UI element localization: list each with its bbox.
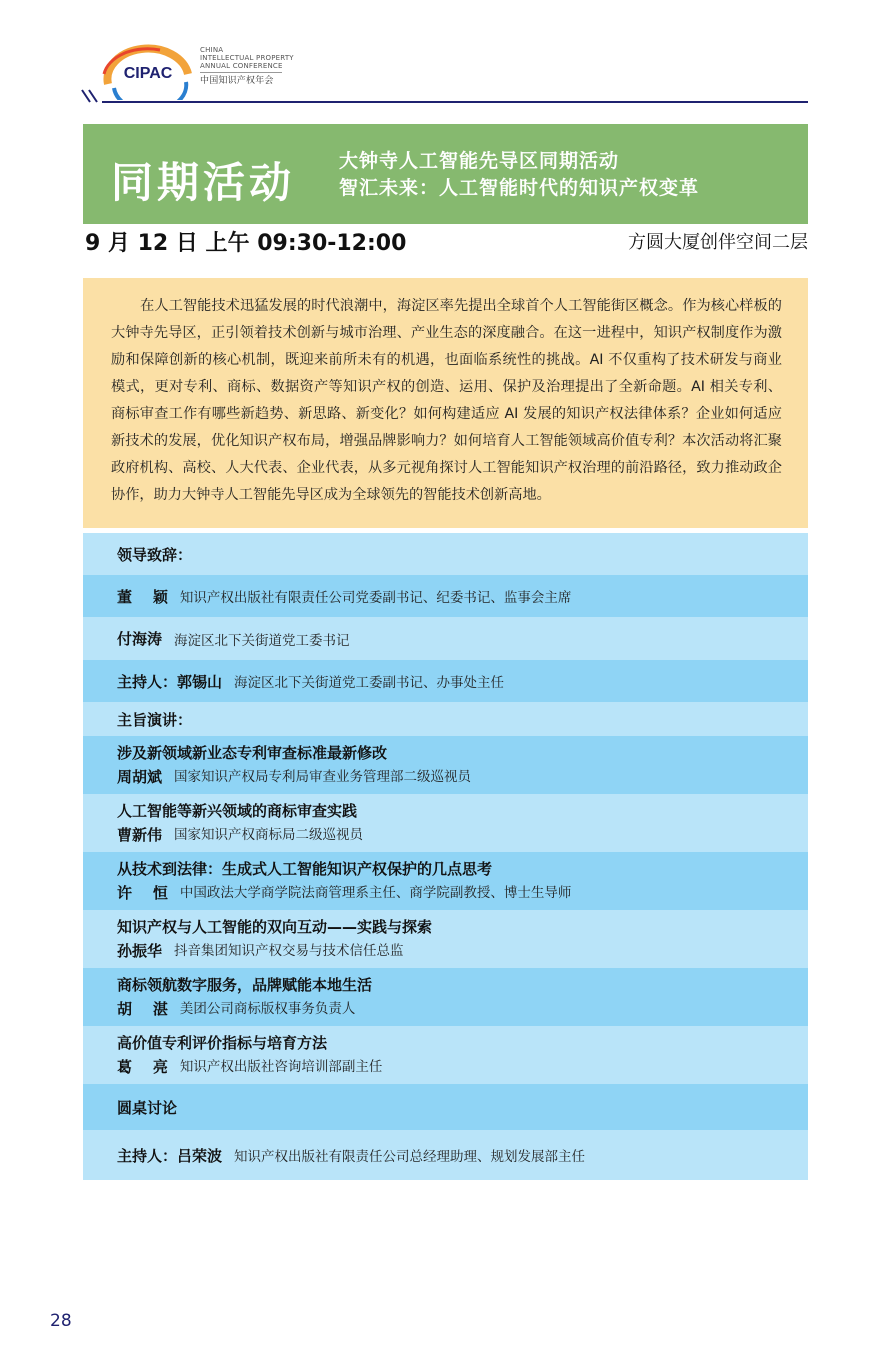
agenda-talk bbox=[83, 968, 808, 1026]
host-role: 海淀区北下关街道党工委副书记、办事处主任 bbox=[234, 675, 505, 691]
talk-topic: 商标领航数字服务，品牌赋能本地生活 bbox=[117, 976, 373, 994]
talk-topic: 涉及新领域新业态专利审查标准最新修改 bbox=[117, 744, 388, 762]
page-number: 28 bbox=[50, 1311, 72, 1331]
intro-paragraph bbox=[83, 278, 808, 528]
page-title: 同期活动 bbox=[111, 158, 296, 207]
agenda-talk bbox=[83, 852, 808, 910]
section-heading: 主旨演讲： bbox=[117, 710, 193, 729]
host-label: 主持人： bbox=[117, 1146, 178, 1165]
banner-subtitle bbox=[339, 148, 699, 202]
event-date-time: 9 月 12 日 上午 09:30-12:00 bbox=[85, 231, 407, 256]
agenda-talk bbox=[83, 736, 808, 794]
agenda-talk bbox=[83, 794, 808, 852]
speaker-role: 中国政法大学商学院法商管理系主任、商学院副教授、博士生导师 bbox=[179, 885, 572, 901]
agenda-row-speaker bbox=[83, 617, 808, 660]
section-heading: 领导致辞： bbox=[117, 545, 193, 564]
agenda-talk bbox=[83, 910, 808, 968]
logo-cn: 中国知识产权年会 bbox=[200, 76, 274, 86]
host-label: 主持人： bbox=[117, 672, 178, 691]
agenda-talk bbox=[83, 1026, 808, 1084]
speaker-name: 付海涛 bbox=[117, 630, 163, 648]
speaker-name: 曹新伟 bbox=[117, 826, 163, 844]
host-name: 郭锡山 bbox=[177, 672, 223, 691]
agenda-row-speaker bbox=[83, 575, 808, 617]
header-divider bbox=[102, 101, 808, 103]
agenda-row-host bbox=[83, 1130, 808, 1180]
agenda-row-host bbox=[83, 660, 808, 702]
host-role: 知识产权出版社有限责任公司总经理助理、规划发展部主任 bbox=[234, 1149, 586, 1165]
event-venue: 方圆大厦创伴空间二层 bbox=[628, 232, 808, 253]
intro-text: 在人工智能技术迅猛发展的时代浪潮中，海淀区率先提出全球首个人工智能街区概念。作为核心样板的大钟寺先导区，正引领着技术创新与城市治理、产业生态的深度融合。在这一进程中，知识产权制度作为激励和保障创新的核心机制，既迎来前所未有的机遇，也面临系统性的挑战。AI 不仅重构了技术研发与商业模式，更对专利、商标、数据资产等知识产权的创造、运用、保护及治理提出了全新命题。AI 相关专利、商标审查工作有哪些新趋势、新思路、新变化？如何构建适应 AI 发展的知识产权法律体系？企业如何适应新技术的发展，优化知识产权布局，增强品牌影响力？如何培育人工智能领域高价值专利？本次活动将汇聚政府机构、高校、人大代表、企业代表，从多元视角探讨人工智能知识产权治理的前沿路径，致力推动政企协作，助力大钟寺人工智能先导区成为全球领先的智能技术创新高地。 bbox=[111, 298, 782, 503]
speaker-name: 董 颖 bbox=[117, 587, 168, 606]
subtitle-line-2: 智汇未来：人工智能时代的知识产权变革 bbox=[339, 177, 700, 199]
logo-en-line: CHINA bbox=[200, 46, 224, 54]
agenda-section-roundtable bbox=[83, 1084, 808, 1130]
speaker-role: 国家知识产权局专利局审查业务管理部二级巡视员 bbox=[174, 769, 472, 785]
talk-topic: 知识产权与人工智能的双向互动——实践与探索 bbox=[117, 918, 433, 936]
decorative-slashes-icon bbox=[80, 88, 104, 104]
section-heading: 圆桌讨论 bbox=[117, 1098, 178, 1117]
host-name: 吕荣波 bbox=[177, 1146, 223, 1165]
logo-caption bbox=[200, 46, 294, 85]
speaker-role: 抖音集团知识产权交易与技术信任总监 bbox=[174, 943, 404, 959]
speaker-name: 孙振华 bbox=[117, 942, 163, 960]
speaker-name: 葛 亮 bbox=[117, 1058, 168, 1076]
cipac-logo bbox=[100, 44, 196, 100]
logo-en-line: INTELLECTUAL PROPERTY bbox=[200, 54, 294, 62]
speaker-name: 许 恒 bbox=[117, 884, 168, 902]
talk-topic: 从技术到法律：生成式人工智能知识产权保护的几点思考 bbox=[117, 860, 493, 878]
speaker-name: 胡 湛 bbox=[117, 1000, 168, 1018]
agenda-section-keynote bbox=[83, 702, 808, 736]
speaker-name: 周胡斌 bbox=[117, 768, 163, 786]
agenda bbox=[83, 533, 808, 1180]
logo-en-line: ANNUAL CONFERENCE bbox=[200, 62, 283, 70]
speaker-role: 知识产权出版社咨询培训部副主任 bbox=[179, 1059, 383, 1075]
speaker-role: 海淀区北下关街道党工委书记 bbox=[174, 632, 350, 649]
speaker-role: 知识产权出版社有限责任公司党委副书记、纪委书记、监事会主席 bbox=[179, 590, 572, 606]
logo-wordmark: CIPAC bbox=[123, 65, 173, 82]
speaker-role: 国家知识产权商标局二级巡视员 bbox=[174, 827, 364, 843]
talk-topic: 高价值专利评价指标与培育方法 bbox=[117, 1034, 328, 1052]
talk-topic: 人工智能等新兴领域的商标审查实践 bbox=[117, 802, 358, 820]
speaker-role: 美团公司商标版权事务负责人 bbox=[179, 1001, 356, 1017]
agenda-section-leaders bbox=[83, 533, 808, 575]
title-banner bbox=[83, 124, 808, 224]
subtitle-line-1: 大钟寺人工智能先导区同期活动 bbox=[339, 150, 620, 172]
